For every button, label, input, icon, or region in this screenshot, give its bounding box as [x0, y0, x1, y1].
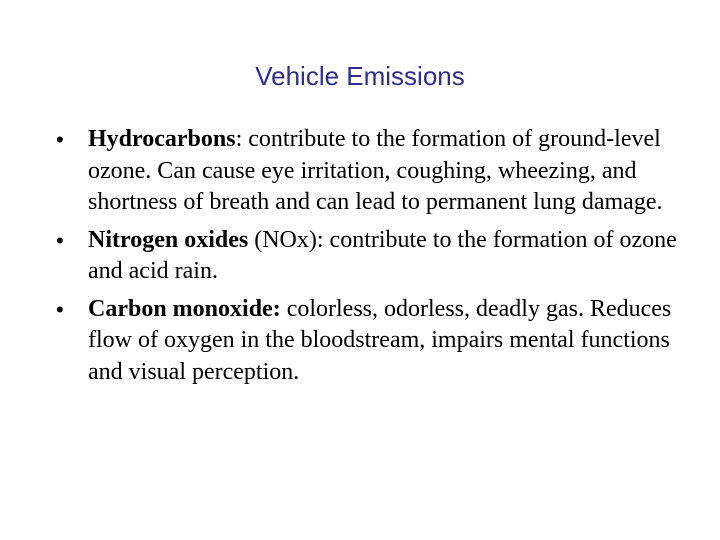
- bullet-text: (NOx): contribute to the formation of ozone and acid rain.: [88, 226, 677, 284]
- bullet-list: [56, 124, 686, 394]
- slide-title: Vehicle Emissions: [255, 61, 465, 91]
- bullet-icon: •: [56, 227, 64, 253]
- bullet-text: colorless, odorless, deadly gas. Reduces flow of oxygen in the bloodstream, impairs mental functions and visual perception.: [88, 295, 672, 385]
- bullet-icon: •: [56, 127, 64, 152]
- bullet-icon: •: [56, 296, 64, 322]
- bullet-item-hydrocarbons: [56, 124, 686, 219]
- bullet-text: : contribute to the formation of ground-level ozone. Can cause eye irritation, coughing, wheezing, and shortness of breath and can lead to permanent lung damage.: [88, 126, 663, 215]
- bullet-term: Carbon monoxide:: [88, 295, 281, 322]
- bullet-item-carbon-monoxide: [56, 294, 686, 389]
- bullet-term: Nitrogen oxides: [88, 226, 249, 253]
- bullet-item-nitrogen-oxides: [56, 225, 686, 288]
- bullet-term: Hydrocarbons: [88, 126, 236, 152]
